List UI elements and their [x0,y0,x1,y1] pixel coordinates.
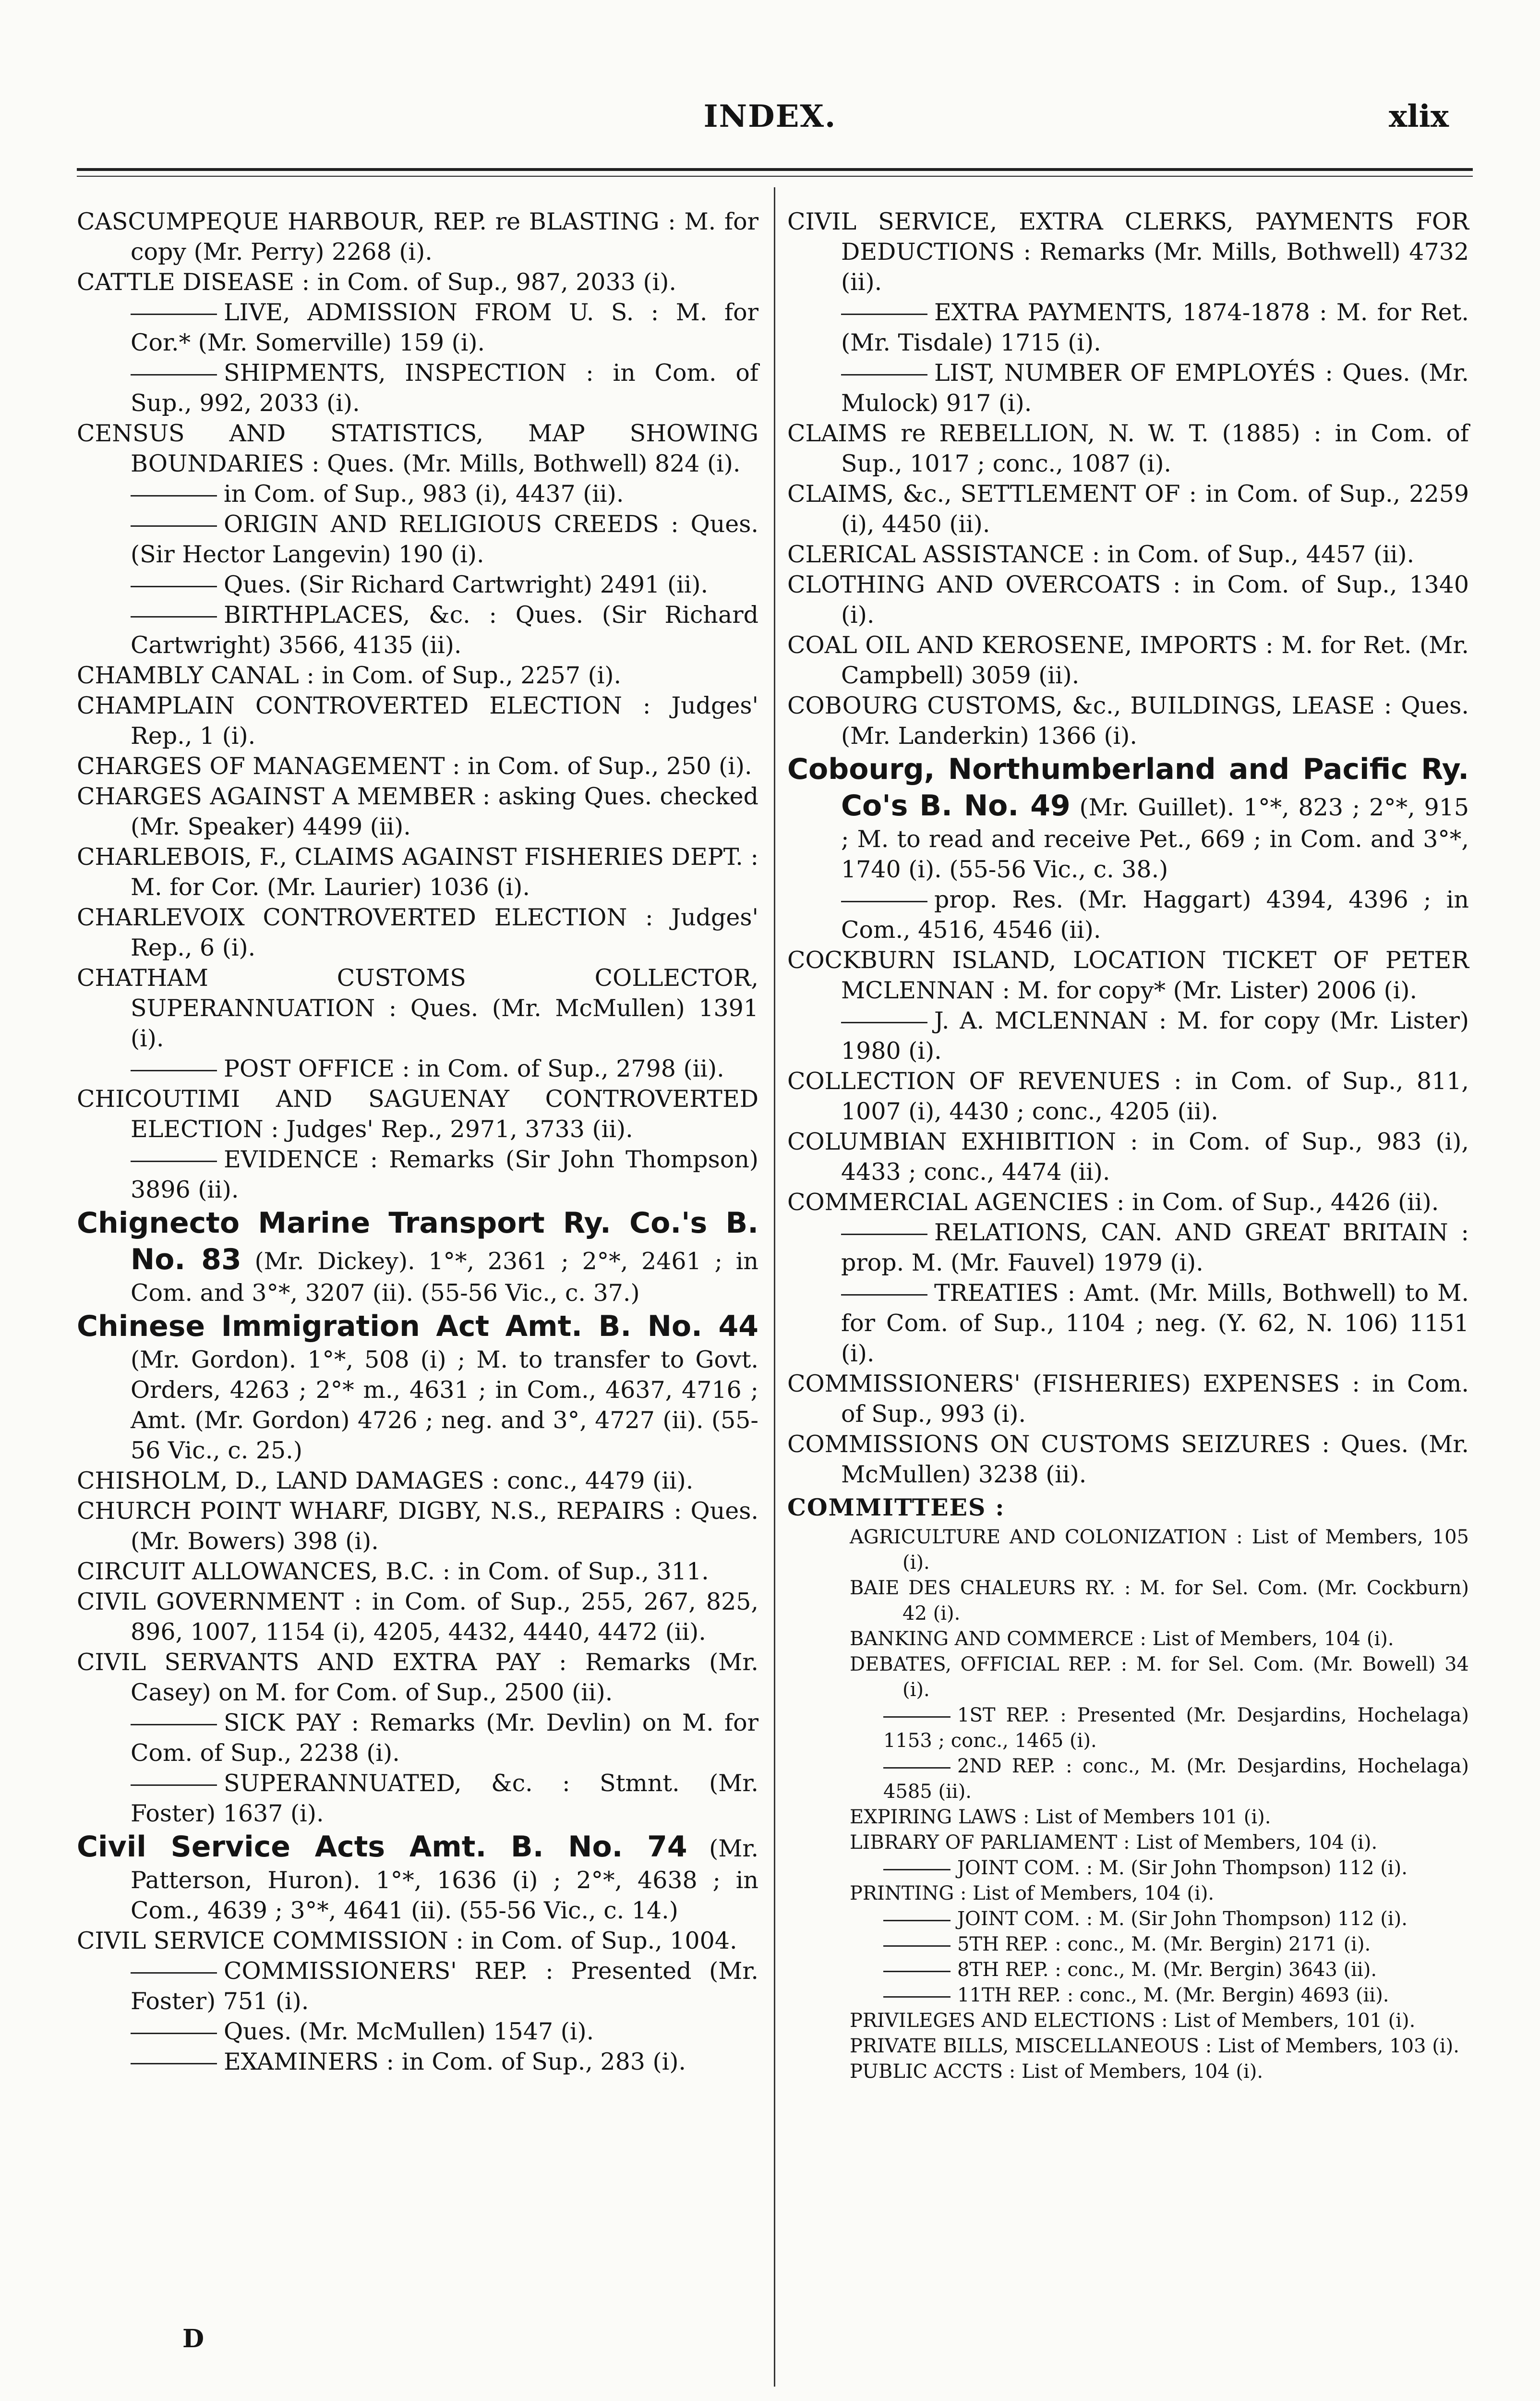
index-entry [77,1084,758,1144]
index-subentry [77,1956,758,2016]
entry-text: J. A. MCLENNAN : M. for copy (Mr. Lister) 1980 (i). [841,1007,1469,1065]
ditto-dash [883,1945,950,1947]
ditto-dash [841,901,927,902]
ditto-dash [131,374,217,376]
index-subentry [77,600,758,660]
entry-text: COAL OIL AND KEROSENE, IMPORTS : M. for Ret. (Mr. Campbell) 3059 (ii). [787,631,1469,689]
ditto-dash [131,1161,217,1162]
index-subentry [787,1278,1469,1369]
index-entry [77,1556,758,1587]
entry-text: CIVIL SERVICE COMMISSION : in Com. of Sup., 1004. [77,1927,737,1954]
entry-text: CHAMPLAIN CONTROVERTED ELECTION : Judges' Rep., 1 (i). [77,692,758,750]
index-entry [77,902,758,963]
ditto-dash [841,1294,927,1296]
committee-text: EXPIRING LAWS : List of Members 101 (i). [850,1806,1271,1828]
committee-subentry [850,1983,1469,2008]
bill-details: (Mr. Guillet). 1°*, 823 ; 2°*, 915 ; M. to read and receive Pet., 669 ; in Com. and 3°*, 1740 (i). (55-56 Vic., c. 38.) [841,794,1469,883]
right-column-entries [787,206,1469,1523]
index-subentry [77,570,758,600]
bill-title: Chinese Immigration Act Amt. B. No. 44 [77,1310,758,1343]
committee-entry [850,1881,1469,1906]
ditto-dash [131,2033,217,2034]
ditto-dash [131,2063,217,2064]
ditto-dash [883,1920,950,1921]
committee-text: PRIVILEGES AND ELECTIONS : List of Members, 101 (i). [850,2010,1416,2032]
entry-text: EXTRA PAYMENTS, 1874-1878 : M. for Ret. (Mr. Tisdale) 1715 (i). [841,299,1469,356]
section-heading: COMMITTEES : [787,1493,1005,1521]
entry-text: CHARLEVOIX CONTROVERTED ELECTION : Judges' Rep., 6 (i). [77,904,758,961]
index-subentry [787,1006,1469,1066]
committee-entry [850,2034,1469,2059]
index-entry [787,570,1469,630]
entry-text: CHARLEBOIS, F., CLAIMS AGAINST FISHERIES DEPT. : M. for Cor. (Mr. Laurier) 1036 (i). [77,843,758,901]
committee-text: PRINTING : List of Members, 104 (i). [850,1882,1215,1904]
ditto-dash [841,1022,927,1023]
entry-text: CLERICAL ASSISTANCE : in Com. of Sup., 4457 (ii). [787,541,1415,568]
page-title: INDEX. [703,98,837,134]
index-subentry [77,2016,758,2047]
index-entry [77,691,758,751]
entry-text: CHICOUTIMI AND SAGUENAY CONTROVERTED ELECTION : Judges' Rep., 2971, 3733 (ii). [77,1085,758,1143]
bill-entry [77,1829,758,1926]
entry-text: COMMISSIONERS' REP. : Presented (Mr. Foster) 751 (i). [131,1957,758,2015]
index-subentry [787,1217,1469,1278]
index-entry [77,206,758,267]
committee-text: 11TH REP. : conc., M. (Mr. Bergin) 4693 (ii). [957,1984,1389,2006]
entry-text: EVIDENCE : Remarks (Sir John Thompson) 3896 (ii). [131,1146,758,1203]
bill-title: Chignecto Marine Transport Ry. Co.'s B. No. 83 [77,1206,758,1276]
entry-text: EXAMINERS : in Com. of Sup., 283 (i). [224,2048,686,2075]
index-entry [787,1429,1469,1490]
ditto-dash [131,495,217,497]
committee-entry [850,1805,1469,1830]
index-entry [77,1647,758,1708]
entry-text: COMMERCIAL AGENCIES : in Com. of Sup., 4426 (ii). [787,1188,1439,1216]
entry-text: CHARGES OF MANAGEMENT : in Com. of Sup., 250 (i). [77,752,752,780]
index-entry [77,751,758,781]
committee-text: BAIE DES CHALEURS RY. : M. for Sel. Com. (Mr. Cockburn) 42 (i). [850,1577,1469,1625]
index-entry [77,1466,758,1496]
index-entry [787,630,1469,691]
index-entry [787,418,1469,479]
column-separator [774,187,775,2387]
entry-text: Ques. (Sir Richard Cartwright) 2491 (ii). [224,571,709,598]
ditto-dash [131,1070,217,1071]
ditto-dash [883,1971,950,1972]
committee-text: JOINT COM. : M. (Sir John Thompson) 112 (i). [957,1857,1408,1879]
committee-subentry [850,1932,1469,1957]
bill-entry [77,1308,758,1466]
committees-list [787,1525,1469,2085]
index-entry [787,539,1469,570]
committee-entry [850,1626,1469,1652]
index-subentry [77,2047,758,2077]
ditto-dash [883,1996,950,1998]
index-subentry [77,1054,758,1084]
entry-text: TREATIES : Amt. (Mr. Mills, Bothwell) to M. for Com. of Sup., 1104 ; neg. (Y. 62, N. 106) 1151 (i). [841,1279,1469,1367]
index-entry [787,1187,1469,1217]
entry-text: in Com. of Sup., 983 (i), 4437 (ii). [224,480,624,508]
entry-text: RELATIONS, CAN. AND GREAT BRITAIN : prop. M. (Mr. Fauvel) 1979 (i). [841,1219,1469,1276]
committee-entry [850,1830,1469,1855]
ditto-dash [131,616,217,618]
entry-text: SICK PAY : Remarks (Mr. Devlin) on M. for Com. of Sup., 2238 (i). [131,1709,758,1767]
entry-text: CHAMBLY CANAL : in Com. of Sup., 2257 (i). [77,662,622,689]
entry-text: POST OFFICE : in Com. of Sup., 2798 (ii). [224,1055,724,1082]
index-entry [77,842,758,902]
right-column [787,206,1469,2085]
ditto-dash [841,314,927,315]
committee-text: LIBRARY OF PARLIAMENT : List of Members, 104 (i). [850,1831,1378,1854]
entry-text: CHARGES AGAINST A MEMBER : asking Ques. checked (Mr. Speaker) 4499 (ii). [77,783,758,840]
entry-text: CIVIL GOVERNMENT : in Com. of Sup., 255, 267, 825, 896, 1007, 1154 (i), 4205, 4432, 4440, 4472 (ii). [77,1588,758,1646]
bill-details: (Mr. Gordon). 1°*, 508 (i) ; M. to transfer to Govt. Orders, 4263 ; 2°* m., 4631 ; in Com., 4637, 4716 ; Amt. (Mr. Gordon) 4726 ; neg. and 3°, 4727 (ii). (55-56 Vic., c. 25.) [131,1346,758,1464]
index-subentry [787,297,1469,358]
entry-text: CHISHOLM, D., LAND DAMAGES : conc., 4479 (ii). [77,1467,694,1494]
index-subentry [77,1708,758,1768]
index-subentry [77,358,758,418]
ditto-dash [841,374,927,376]
ditto-dash [841,1234,927,1235]
committee-entry [850,1576,1469,1626]
index-entry [787,691,1469,751]
ditto-dash [131,1972,217,1974]
committee-subentry [850,1906,1469,1932]
bill-details: (Mr. Patterson, Huron). 1°*, 1636 (i) ; 2°*, 4638 ; in Com., 4639 ; 3°*, 4641 (ii). (55-56 Vic., c. 14.) [131,1835,759,1924]
committee-text: 1ST REP. : Presented (Mr. Desjardins, Hochelaga) 1153 ; conc., 1465 (i). [883,1704,1469,1752]
ditto-dash [883,1767,950,1769]
bill-details: (Mr. Dickey). 1°*, 2361 ; 2°*, 2461 ; in Com. and 3°*, 3207 (ii). (55-56 Vic., c. 37.) [131,1248,758,1307]
index-entry [787,945,1469,1006]
index-subentry [787,885,1469,945]
index-entry [77,1587,758,1647]
index-entry [77,1496,758,1556]
header-rule-thin [77,176,1473,177]
entry-text: COCKBURN ISLAND, LOCATION TICKET OF PETER MCLENNAN : M. for copy* (Mr. Lister) 2006 (i). [787,946,1469,1004]
entry-text: LIST, NUMBER OF EMPLOYÉS : Ques. (Mr. Mulock) 917 (i). [841,359,1469,417]
committee-subentry [850,1855,1469,1881]
ditto-dash [131,1784,217,1786]
ditto-dash [131,525,217,527]
committee-entry [850,1525,1469,1576]
entry-text: BIRTHPLACES, &c. : Ques. (Sir Richard Cartwright) 3566, 4135 (ii). [131,601,758,659]
entry-text: CLAIMS re REBELLION, N. W. T. (1885) : in Com. of Sup., 1017 ; conc., 1087 (i). [787,420,1469,477]
index-entry [77,963,758,1054]
committee-text: 2ND REP. : conc., M. (Mr. Desjardins, Hochelaga) 4585 (ii). [883,1755,1469,1803]
entry-text: CLOTHING AND OVERCOATS : in Com. of Sup., 1340 (i). [787,571,1469,629]
entry-text: CHATHAM CUSTOMS COLLECTOR, SUPERANNUATION : Ques. (Mr. McMullen) 1391 (i). [77,964,758,1052]
bill-entry [77,1205,758,1308]
page-header [0,98,1540,151]
entry-text: COMMISSIONERS' (FISHERIES) EXPENSES : in Com. of Sup., 993 (i). [787,1370,1469,1428]
bill-entry [787,751,1469,885]
index-entry [787,1127,1469,1187]
entry-text: CHURCH POINT WHARF, DIGBY, N.S., REPAIRS : Ques. (Mr. Bowers) 398 (i). [77,1497,758,1555]
entry-text: ORIGIN AND RELIGIOUS CREEDS : Ques. (Sir Hector Langevin) 190 (i). [131,510,758,568]
committee-subentry [850,1754,1469,1805]
entry-text: COBOURG CUSTOMS, &c., BUILDINGS, LEASE : Ques. (Mr. Landerkin) 1366 (i). [787,692,1469,750]
signature-mark: D [182,2324,205,2353]
committee-subentry [850,1957,1469,1983]
committee-text: BANKING AND COMMERCE : List of Members, 104 (i). [850,1628,1394,1650]
committee-entry [850,1652,1469,1703]
index-entry [787,479,1469,539]
index-subentry [77,509,758,570]
index-subentry [77,297,758,358]
header-rule [77,168,1473,171]
page-number: xlix [1389,98,1449,134]
entry-text: prop. Res. (Mr. Haggart) 4394, 4396 ; in Com., 4516, 4546 (ii). [841,886,1469,944]
entry-text: CENSUS AND STATISTICS, MAP SHOWING BOUNDARIES : Ques. (Mr. Mills, Bothwell) 824 (i). [77,420,758,477]
bill-title: Civil Service Acts Amt. B. No. 74 [77,1830,687,1864]
ditto-dash [131,586,217,587]
ditto-dash [131,314,217,315]
ditto-dash [883,1716,950,1718]
committee-entry [850,2008,1469,2034]
index-subentry [77,479,758,509]
committee-text: AGRICULTURE AND COLONIZATION : List of Members, 105 (i). [850,1526,1469,1574]
index-entry [787,206,1469,297]
index-entry [787,1066,1469,1127]
ditto-dash [131,1724,217,1725]
bill-title: Cobourg, Northumberland and Pacific Ry. Co's B. No. 49 [787,752,1469,823]
index-entry [77,660,758,691]
committee-text: 8TH REP. : conc., M. (Mr. Bergin) 3643 (ii). [957,1959,1377,1981]
index-entry [787,1369,1469,1429]
committee-text: DEBATES, OFFICIAL REP. : M. for Sel. Com. (Mr. Bowell) 34 (i). [850,1653,1469,1701]
index-subentry [77,1768,758,1829]
entry-text: CIRCUIT ALLOWANCES, B.C. : in Com. of Sup., 311. [77,1558,709,1585]
index-entry [77,267,758,297]
committee-text: JOINT COM. : M. (Sir John Thompson) 112 (i). [957,1908,1408,1930]
index-entry [77,781,758,842]
committee-text: PUBLIC ACCTS : List of Members, 104 (i). [850,2061,1263,2083]
entry-text: COLUMBIAN EXHIBITION : in Com. of Sup., 983 (i), 4433 ; conc., 4474 (ii). [787,1128,1469,1186]
entry-text: SHIPMENTS, INSPECTION : in Com. of Sup., 992, 2033 (i). [131,359,758,417]
entry-text: CASCUMPEQUE HARBOUR, REP. re BLASTING : M. for copy (Mr. Perry) 2268 (i). [77,208,758,266]
committee-text: PRIVATE BILLS, MISCELLANEOUS : List of Members, 103 (i). [850,2035,1459,2057]
index-subentry [787,358,1469,418]
entry-text: COLLECTION OF REVENUES : in Com. of Sup., 811, 1007 (i), 4430 ; conc., 4205 (ii). [787,1067,1469,1125]
index-entry [77,418,758,479]
committee-subentry [850,1703,1469,1754]
left-column [77,206,758,2077]
entry-text: CIVIL SERVICE, EXTRA CLERKS, PAYMENTS FOR DEDUCTIONS : Remarks (Mr. Mills, Bothwell) 4732 (ii). [787,208,1469,296]
index-entry [77,1926,758,1956]
committee-text: 5TH REP. : conc., M. (Mr. Bergin) 2171 (i). [957,1933,1371,1955]
ditto-dash [883,1869,950,1870]
entry-text: CIVIL SERVANTS AND EXTRA PAY : Remarks (Mr. Casey) on M. for Com. of Sup., 2500 (ii). [77,1649,758,1706]
entry-text: COMMISSIONS ON CUSTOMS SEIZURES : Ques. (Mr. McMullen) 3238 (ii). [787,1431,1469,1488]
entry-text: Ques. (Mr. McMullen) 1547 (i). [224,2018,594,2045]
index-subentry [77,1144,758,1205]
entry-text: CLAIMS, &c., SETTLEMENT OF : in Com. of Sup., 2259 (i), 4450 (ii). [787,480,1469,538]
entry-text: LIVE, ADMISSION FROM U. S. : M. for Cor.* (Mr. Somerville) 159 (i). [131,299,758,356]
entry-text: SUPERANNUATED, &c. : Stmnt. (Mr. Foster) 1637 (i). [131,1770,758,1827]
entry-text: CATTLE DISEASE : in Com. of Sup., 987, 2033 (i). [77,268,676,296]
committee-entry [850,2059,1469,2085]
